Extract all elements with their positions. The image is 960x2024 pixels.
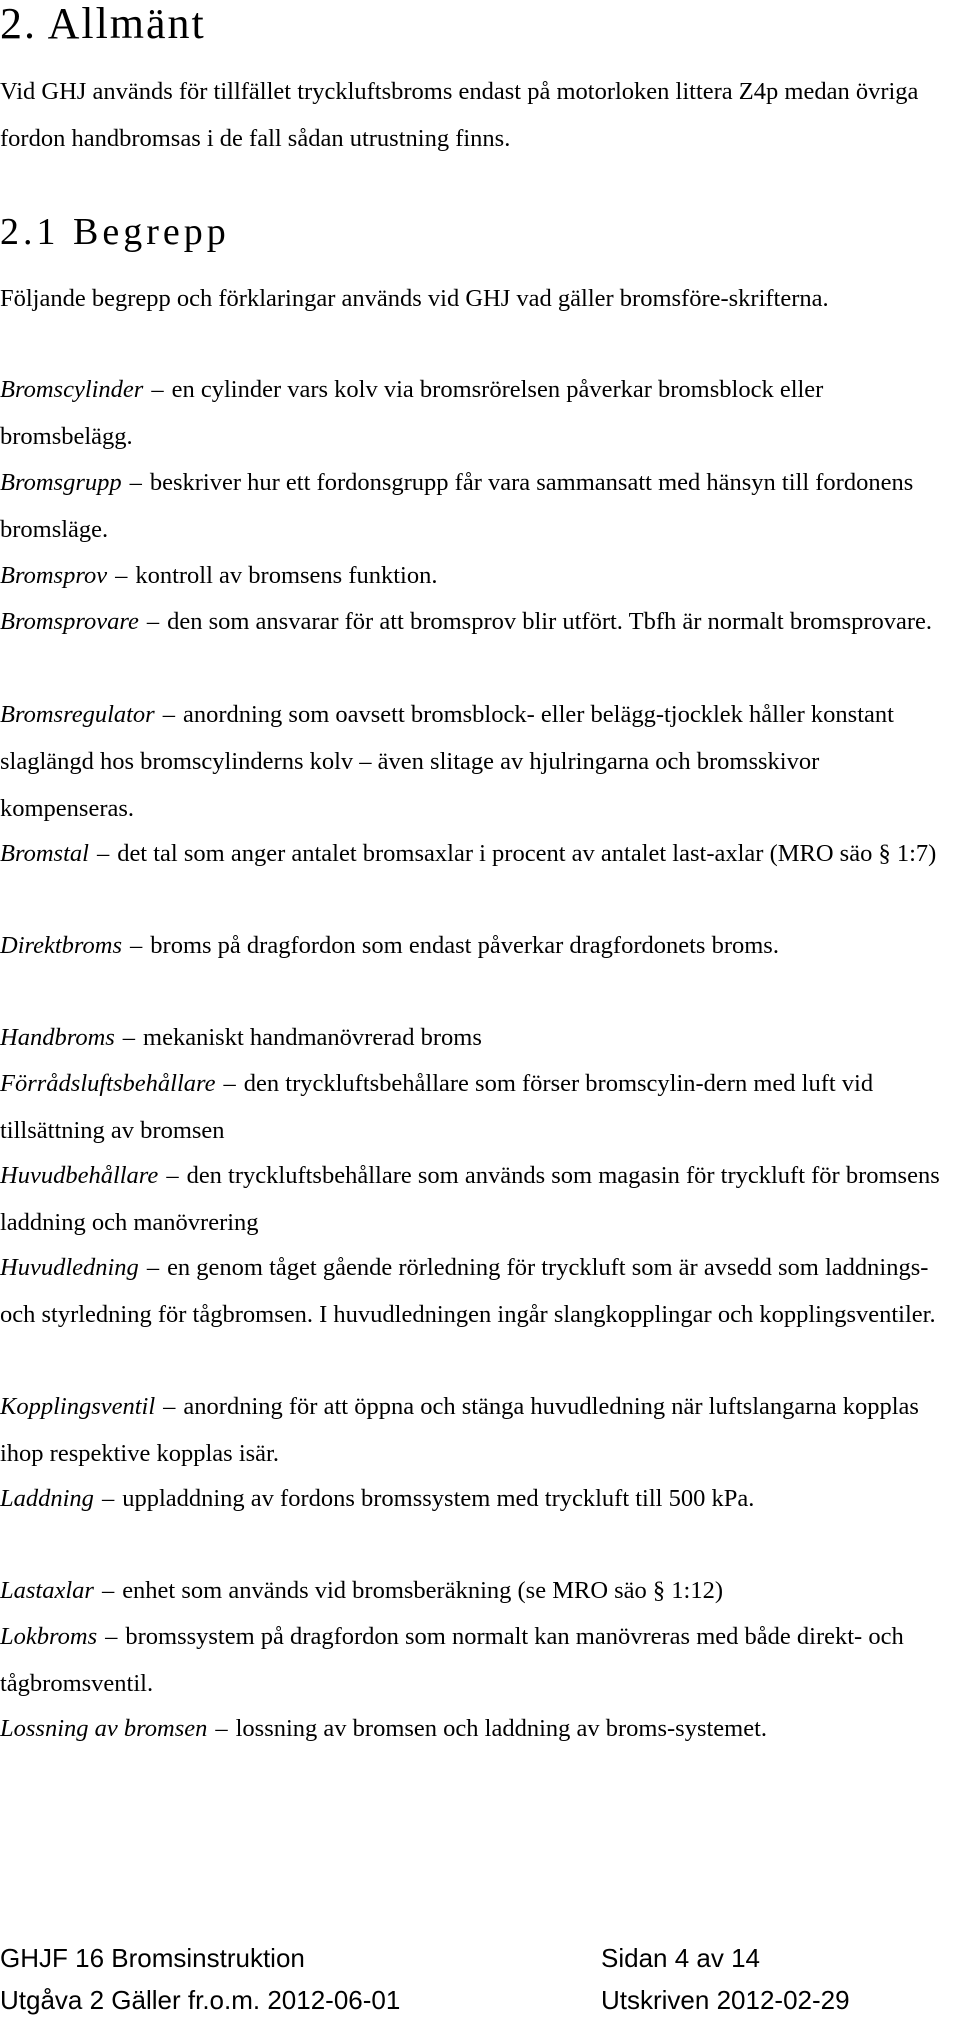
definition-text: en cylinder vars kolv via bromsrörelsen påverkar bromsblock eller bromsbelägg.: [0, 376, 824, 450]
definition-term: Bromstal: [0, 840, 89, 867]
definition-text: beskriver hur ett fordonsgrupp får vara sammansatt med hänsyn till fordonens bromsläge.: [0, 469, 914, 543]
footer-page-number: Sidan 4 av 14: [601, 1943, 761, 1973]
definition-dash: –: [146, 608, 160, 635]
definition-dash: –: [162, 701, 175, 728]
footer-line-2: [0, 1984, 850, 2016]
definition-entry: [0, 922, 950, 969]
definition-entry: [0, 552, 950, 599]
definition-dash: –: [129, 469, 142, 496]
definition-term: Direktbroms: [0, 932, 123, 959]
definition-dash: –: [122, 1024, 136, 1051]
definition-term: Lokbroms: [0, 1623, 98, 1650]
definition-text: broms på dragfordon som endast påverkar dragfordonets broms.: [150, 932, 779, 959]
definition-entry: [0, 1014, 950, 1061]
definition-term: Handbroms: [0, 1024, 115, 1051]
definition-dash: –: [163, 1393, 176, 1420]
footer-edition: Utgåva 2 Gäller fr.o.m. 2012-06-01: [0, 1985, 401, 2015]
definition-dash: –: [115, 562, 128, 589]
definition-text: lossning av bromsen och laddning av broms-systemet.: [235, 1715, 768, 1742]
definition-dash: –: [151, 376, 164, 403]
definition-text: bromssystem på dragfordon som normalt kan manövreras med både direkt- och tågbromsventil.: [0, 1623, 904, 1697]
definition-entry: [0, 1613, 950, 1707]
definition-text: den tryckluftsbehållare som används som magasin för tryckluft för bromsens laddning och manövrering: [0, 1162, 940, 1236]
definition-dash: –: [101, 1485, 115, 1512]
subsection-intro: Följande begrepp och förklaringar används vid GHJ vad gäller bromsföre-skrifterna.: [0, 285, 829, 312]
definition-entry: [0, 830, 950, 877]
definition-text: mekaniskt handmanövrerad broms: [143, 1024, 482, 1051]
definition-entry: [0, 1475, 950, 1522]
definition-text: anordning för att öppna och stänga huvudledning när luftslangarna kopplas ihop respektive kopplas isär.: [0, 1393, 919, 1467]
definition-term: Lossning av bromsen: [0, 1715, 208, 1742]
definition-term: Huvudledning: [0, 1254, 139, 1281]
intro-paragraph: Vid GHJ används för tillfället tryckluftsbroms endast på motorloken littera Z4p medan övriga fordon handbromsas i de fall sådan utrustning finns.: [0, 78, 919, 152]
definition-entry: [0, 1060, 950, 1154]
definition-text: den som ansvarar för att bromsprov blir utfört. Tbfh är normalt bromsprovare.: [167, 608, 933, 635]
definition-text: den tryckluftsbehållare som förser bromscylin-dern med luft vid tillsättning av bromsen: [0, 1070, 874, 1144]
definition-term: Laddning: [0, 1485, 94, 1512]
definition-term: Lastaxlar: [0, 1577, 94, 1604]
definition-text: kontroll av bromsens funktion.: [135, 562, 438, 589]
definition-entry: [0, 691, 950, 832]
definition-entry: [0, 1383, 950, 1477]
definition-entry: [0, 1244, 950, 1338]
definition-entry: [0, 366, 950, 460]
definition-dash: –: [146, 1254, 160, 1281]
definition-dash: –: [105, 1623, 118, 1650]
definition-term: Bromsgrupp: [0, 469, 122, 496]
definition-term: Bromsregulator: [0, 701, 155, 728]
definition-entry: [0, 1152, 950, 1246]
definition-text: uppladdning av fordons bromssystem med tryckluft till 500 kPa.: [122, 1485, 755, 1512]
definition-text: det tal som anger antalet bromsaxlar i procent av antalet last-axlar (MRO säo § 1:7): [117, 840, 937, 867]
section-heading: 2. Allmänt: [0, 0, 206, 48]
definition-entry: [0, 1705, 950, 1752]
definition-text: enhet som används vid bromsberäkning (se MRO säo § 1:12): [122, 1577, 724, 1604]
definition-dash: –: [96, 840, 110, 867]
definition-dash: –: [130, 932, 143, 959]
definition-term: Förrådsluftsbehållare: [0, 1070, 216, 1097]
definition-dash: –: [223, 1070, 236, 1097]
definition-term: Bromscylinder: [0, 376, 144, 403]
definition-dash: –: [215, 1715, 228, 1742]
footer-title: GHJF 16 Bromsinstruktion: [0, 1943, 305, 1973]
definition-dash: –: [101, 1577, 115, 1604]
definition-entry: [0, 598, 950, 645]
definition-term: Bromsprovare: [0, 608, 139, 635]
definition-dash: –: [166, 1162, 179, 1189]
definition-entry: [0, 459, 950, 553]
footer-line-1: [0, 1942, 761, 1974]
definition-term: Kopplingsventil: [0, 1393, 156, 1420]
subsection-heading: 2.1 Begrepp: [0, 211, 230, 253]
footer-printed-date: Utskriven 2012-02-29: [601, 1985, 850, 2015]
definition-text: en genom tåget gående rörledning för tryckluft som är avsedd som laddnings- och styrledning för tågbromsen. I huvudledningen ingår slangkopplingar och kopplingsventiler.: [0, 1254, 936, 1328]
definition-text: anordning som oavsett bromsblock- eller belägg-tjocklek håller konstant slaglängd hos bromscylinderns kolv – även slitage av hjulringarna och bromsskivor kompenseras.: [0, 701, 894, 822]
definition-entry: [0, 1567, 950, 1614]
definition-term: Bromsprov: [0, 562, 108, 589]
definition-term: Huvudbehållare: [0, 1162, 159, 1189]
